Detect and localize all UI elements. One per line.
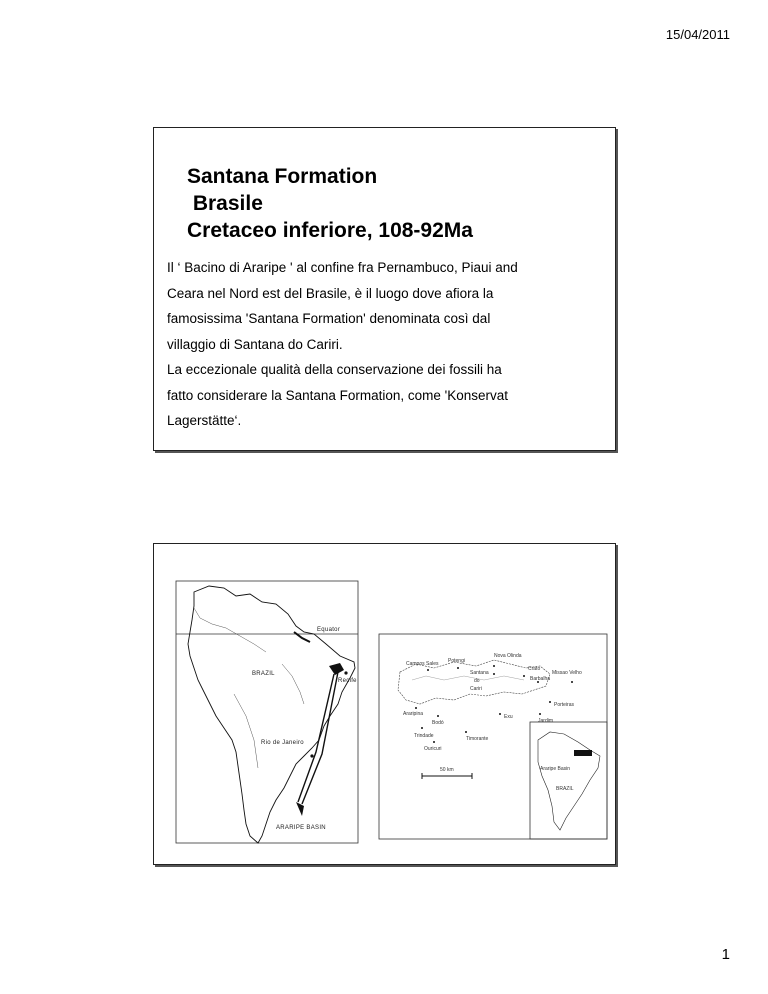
town-label: Crato <box>528 666 541 672</box>
page-date: 15/04/2011 <box>665 27 730 42</box>
town-label: Missao Velho <box>552 670 582 676</box>
town-label: Bodó <box>432 720 444 726</box>
town-dot <box>571 681 573 683</box>
slide-text <box>153 127 616 451</box>
araripe-basin-shape <box>329 663 344 675</box>
slide-title <box>187 163 473 244</box>
town-dot <box>437 715 439 717</box>
town-label: Timorante <box>466 736 489 742</box>
inset-basin-marker <box>574 750 592 756</box>
pointer-line <box>298 674 334 802</box>
town-dot <box>493 665 495 667</box>
rio-dot <box>310 754 313 757</box>
town-dot <box>457 667 459 669</box>
rio-label: Rio de Janeiro <box>261 740 304 746</box>
inset-label: Araripe Basin <box>540 766 571 772</box>
river-line <box>234 694 258 768</box>
brazil-label: BRAZIL <box>252 671 275 677</box>
town-label: Araripina <box>403 711 424 717</box>
equator-label: Equator <box>317 627 341 633</box>
inset-outline <box>538 732 600 830</box>
town-dot <box>493 673 495 675</box>
town-dot <box>523 675 525 677</box>
page-number: 1 <box>721 946 730 963</box>
town-label: Potengi <box>448 658 465 664</box>
basin-contour <box>412 676 524 680</box>
paragraph-line: La eccezionale qualità della conservazione dei fossili ha <box>167 362 502 377</box>
basin-label: ARARIPE BASIN <box>276 825 326 831</box>
town-label: Cariri <box>470 686 482 692</box>
paragraph-line: famosissima 'Santana Formation' denominata così dal <box>167 311 491 326</box>
paragraph-line: fatto considerare la Santana Formation, come 'Konservat <box>167 387 509 403</box>
paragraph-line: Ceara nel Nord est del Brasile, è il luogo dove afiora la <box>167 285 494 301</box>
town-label: Barbalha <box>530 676 551 682</box>
title-line: Brasile <box>187 192 263 215</box>
town-dot <box>499 713 501 715</box>
inset-label: BRAZIL <box>556 786 574 792</box>
town-dot <box>433 741 435 743</box>
town-label: Porteiras <box>554 702 575 708</box>
paragraph-line: villaggio di Santana do Cariri. <box>167 336 343 352</box>
town-label: Ouricuri <box>424 746 442 752</box>
slide-body <box>167 255 607 434</box>
town-label: Campos Sales <box>406 661 439 667</box>
town-dot <box>549 701 551 703</box>
recife-dot <box>344 671 347 674</box>
map-figure <box>154 544 615 864</box>
river-line <box>194 608 266 652</box>
paragraph-line: Lagerstätte‘. <box>167 413 242 428</box>
title-line: Cretaceo inferiore, 108-92Ma <box>187 219 473 242</box>
river-line <box>282 664 304 704</box>
slide-maps <box>153 543 616 865</box>
town-label: Jardim <box>538 718 554 724</box>
town-dot <box>415 707 417 709</box>
pointer-tip <box>296 802 304 816</box>
town-dot <box>421 727 423 729</box>
town-dot <box>427 669 429 671</box>
town-dot <box>539 713 541 715</box>
paragraph-line: Il ‘ Bacino di Araripe ' al confine fra Pernambuco, Piaui and <box>167 260 518 275</box>
recife-label: Recife <box>338 678 357 684</box>
inset-map-frame <box>530 722 607 839</box>
town-dot <box>465 731 467 733</box>
amazon-delta <box>294 632 310 642</box>
town-label: do <box>474 678 480 684</box>
town-label: Exu <box>504 714 513 720</box>
town-label: Nova Olinda <box>494 653 522 659</box>
title-line: Santana Formation <box>187 165 378 188</box>
scale-label: 50 km <box>440 767 454 773</box>
town-label: Trindade <box>414 733 434 739</box>
town-label: Santana <box>470 670 489 676</box>
